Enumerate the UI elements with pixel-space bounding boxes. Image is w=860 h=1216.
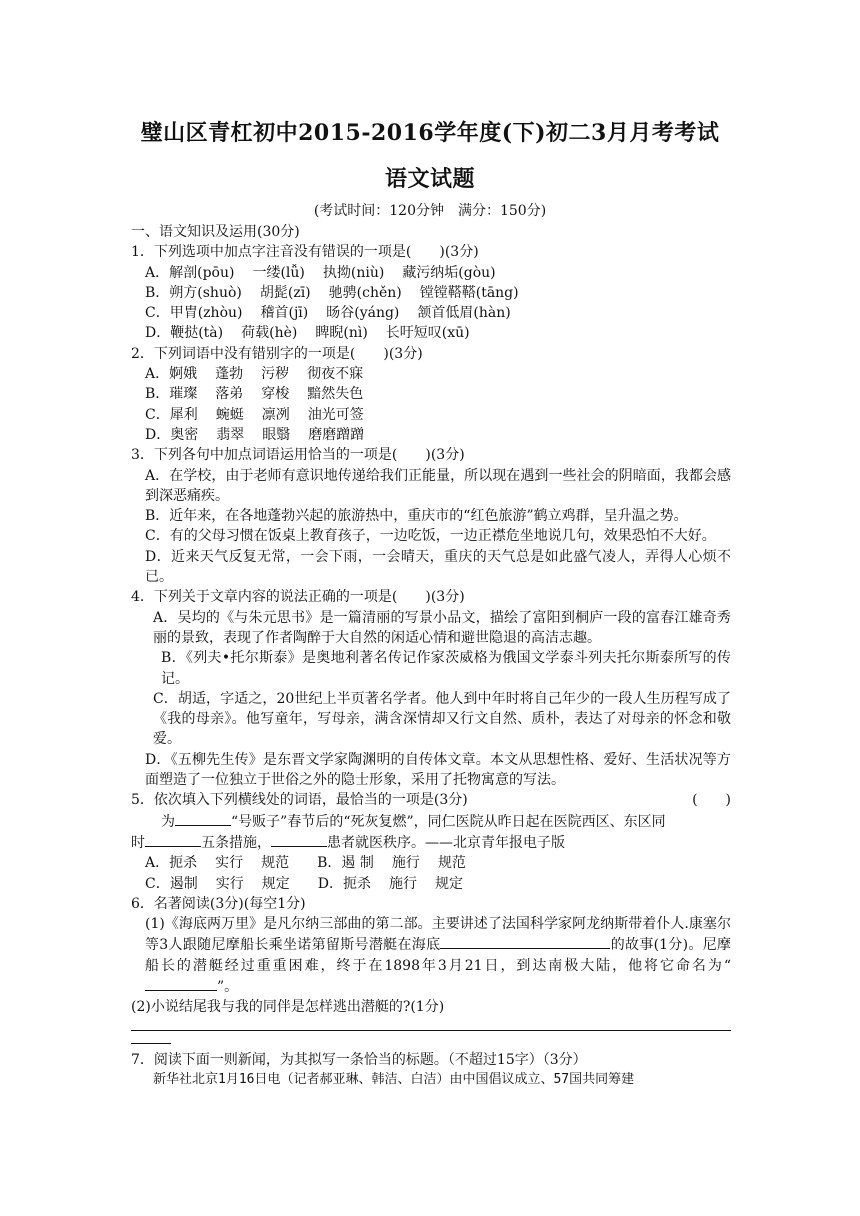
q6-blank-2[interactable] xyxy=(145,976,217,991)
q5-blank-1[interactable] xyxy=(175,811,231,826)
q1a-1: A．解剖(pōu) xyxy=(145,264,235,281)
q2a-2: 蓬勃 xyxy=(215,366,244,383)
q5-b2: 施行 xyxy=(391,855,420,872)
q1c-1: C．甲胄(zhòu) xyxy=(145,305,243,322)
q5-options-ab xyxy=(131,853,731,873)
q3-option-d: D．近来天气反复无常，一会下雨，一会晴天，重庆的天气总是如此盛气凌人，弄得人心烦不已。 xyxy=(145,548,731,586)
q5-stem: 5．依次填入下列横线处的词语，最恰当的一项是(3分) xyxy=(131,792,468,809)
q1-option-a xyxy=(131,263,731,283)
q1-option-d xyxy=(131,323,731,343)
answer-line[interactable] xyxy=(131,1018,731,1031)
q6-blank-1[interactable] xyxy=(440,934,610,949)
q1b-3: 驰骋(chěn) xyxy=(328,284,402,301)
q5-d2: 施行 xyxy=(388,875,417,892)
q2a-1: A．婀娥 xyxy=(145,366,198,383)
q1-option-b xyxy=(131,283,731,303)
q2b-2: 落弟 xyxy=(215,386,244,403)
q2d-1: D．奥密 xyxy=(145,426,199,443)
q3-option-b: B．近年来，在各地蓬勃兴起的旅游热中，重庆市的“红色旅游”鹤立鸡群，呈升温之势。 xyxy=(145,508,688,525)
q5-text-1: 为 xyxy=(161,813,175,830)
q2-option-b xyxy=(131,384,731,404)
q3-stem: 3．下列各句中加点词语运用恰当的一项是( )(3分) xyxy=(131,447,465,464)
q2b-3: 穿梭 xyxy=(261,386,290,403)
q6-text-2: 的故事(1分)。尼摩船长的潜艇经过重重困难，终于在1898年3月21日，到达南极大陆，他将它命名为“ xyxy=(145,937,731,974)
q1d-4: 长吁短叹(xū) xyxy=(385,325,470,342)
exam-subtitle: 语文试题 xyxy=(384,166,475,192)
q4-option-c: C．胡适，字适之，20世纪上半页著名学者。他人到中年时将自己年少的一段人生历程写成了《我的母亲》。他写童年，写母亲，满含深情却又行文自然、质朴，表达了对母亲的怀念和敬爱。 xyxy=(153,690,731,748)
q2d-3: 眼翳 xyxy=(262,426,291,443)
section-heading: 一、语文知识及运用(30分) xyxy=(131,224,300,240)
q1b-1: B．朔方(shuò) xyxy=(145,284,242,301)
q1d-2: 荷载(hè) xyxy=(241,325,298,342)
exam-meta: (考试时间：120分钟 满分：150分) xyxy=(313,203,547,219)
q2c-2: 蜿蜓 xyxy=(215,406,244,423)
q2-option-d xyxy=(131,425,731,445)
q5-answer-paren: ( ) xyxy=(692,792,731,809)
q5-a1: A．扼杀 xyxy=(145,855,198,872)
q2d-4: 磨磨蹭蹭 xyxy=(308,426,365,443)
q4-option-a: A．吴均的《与朱元思书》是一篇清丽的写景小品文，描绘了富阳到桐庐一段的富春江雄奇秀丽的景致，表现了作者陶醉于大自然的闲适心情和避世隐退的高洁志趣。 xyxy=(153,609,731,646)
q6-text-3: ”。 xyxy=(217,978,239,995)
q3-option-a: A．在学校，由于老师有意识地传递给我们正能量，所以现在遇到一些社会的阴暗面，我都会感到深恶痛疾。 xyxy=(145,467,731,504)
q5-a2: 实行 xyxy=(215,855,244,872)
q1-stem: 1．下列选项中加点字注音没有错误的一项是( )(3分) xyxy=(131,244,479,261)
q7-news-text: 新华社北京1月16日电（记者郝亚琳、韩洁、白洁）由中国倡议成立、57国共同筹建 xyxy=(153,1071,635,1087)
exam-title: 璧山区青杠初中2015-2016学年度(下)初二3月月考考试 xyxy=(140,120,720,146)
q5-b1: B．遏 制 xyxy=(317,855,374,872)
q1a-4: 藏污纳垢(gòu) xyxy=(402,264,496,281)
q1d-1: D．鞭挞(tà) xyxy=(145,325,224,342)
q5-d3: 规定 xyxy=(434,875,463,892)
q7-stem: 7．阅读下面一则新闻，为其拟写一条恰当的标题。（不超过15字）（3分） xyxy=(131,1051,587,1068)
q5-sentence-2 xyxy=(131,832,731,853)
q3-option-c: C．有的父母习惯在饭桌上教育孩子，一边吃饭，一边正襟危坐地说几句，效果恐怕不大好。 xyxy=(145,528,716,545)
q2c-1: C．犀利 xyxy=(145,406,198,423)
q5-text-4: 五条措施， xyxy=(201,834,271,851)
q5-c3: 规定 xyxy=(261,875,290,892)
q2-option-c xyxy=(131,405,731,425)
q2-stem: 2．下列词语中没有错别字的一项是( )(3分) xyxy=(131,345,423,362)
q1c-2: 稽首(jī) xyxy=(260,305,309,322)
q5-text-5: 患者就医秩序。——北京青年报电子版 xyxy=(327,834,565,851)
q5-stem-line xyxy=(131,790,731,810)
q6-text-1: (1)《海底两万里》是凡尔纳三部曲的第二部。主要讲述了法国科学家阿龙纳斯带着仆人.康塞尔等3人跟随尼摩船长乘坐诺第留斯号潜艇在海底 xyxy=(145,916,731,954)
q5-c1: C．遏制 xyxy=(145,875,198,892)
q6-stem: 6．名著阅读(3分)(每空1分) xyxy=(131,895,306,912)
q2-option-a xyxy=(131,364,731,384)
q6-part1 xyxy=(131,914,731,997)
q5-text-3: 时 xyxy=(131,834,145,851)
q2d-2: 翡翠 xyxy=(216,426,245,443)
q2a-4: 彻夜不寐 xyxy=(307,366,364,383)
q2b-1: B．璀璨 xyxy=(145,386,198,403)
q1c-3: 旸谷(yáng) xyxy=(326,305,400,322)
q2b-4: 黯然失色 xyxy=(307,386,364,403)
q2a-3: 污秽 xyxy=(261,366,290,383)
q5-b3: 规范 xyxy=(437,855,466,872)
q5-options-cd xyxy=(131,874,731,894)
q4-option-b: B．《列夫•托尔斯泰》是奥地利著名传记作家茨威格为俄国文学泰斗列夫托尔斯泰所写的传记。 xyxy=(161,650,731,687)
q1b-4: 镗镗鞳鞳(tāng) xyxy=(419,284,519,301)
q2c-3: 凛冽 xyxy=(261,406,290,423)
q5-blank-3[interactable] xyxy=(271,832,327,847)
q5-c2: 实行 xyxy=(215,875,244,892)
q4-stem: 4．下列关于文章内容的说法正确的一项是( )(3分) xyxy=(131,589,465,606)
q5-blank-2[interactable] xyxy=(145,832,201,847)
exam-body xyxy=(131,222,731,1090)
q1a-2: 一缕(lǚ) xyxy=(252,264,305,281)
q1a-3: 执拗(niù) xyxy=(322,264,385,281)
q2c-4: 油光可签 xyxy=(307,406,364,423)
q1-option-c xyxy=(131,303,731,323)
q1b-2: 胡髭(zī) xyxy=(259,284,311,301)
q5-d1: D．扼杀 xyxy=(317,875,371,892)
q5-sentence-1 xyxy=(131,811,731,832)
q5-text-2: “号贩子”春节后的“死灰复燃”，同仁医院从昨日起在医院西区、东区同 xyxy=(231,813,666,830)
q6-part2: (2)小说结尾我与我的同伴是怎样逃出潜艇的?(1分) xyxy=(131,999,445,1016)
q4-option-d: D．《五柳先生传》是东晋文学家陶渊明的自传体文章。本文从思想性格、爱好、生活状况等方面塑造了一位独立于世俗之外的隐士形象，采用了托物寓意的写法。 xyxy=(145,751,731,789)
q1c-4: 颔首低眉(hàn) xyxy=(417,305,511,322)
q1d-3: 睥睨(nì) xyxy=(315,325,368,342)
q5-a3: 规范 xyxy=(261,855,290,872)
answer-line-end[interactable] xyxy=(131,1035,171,1044)
